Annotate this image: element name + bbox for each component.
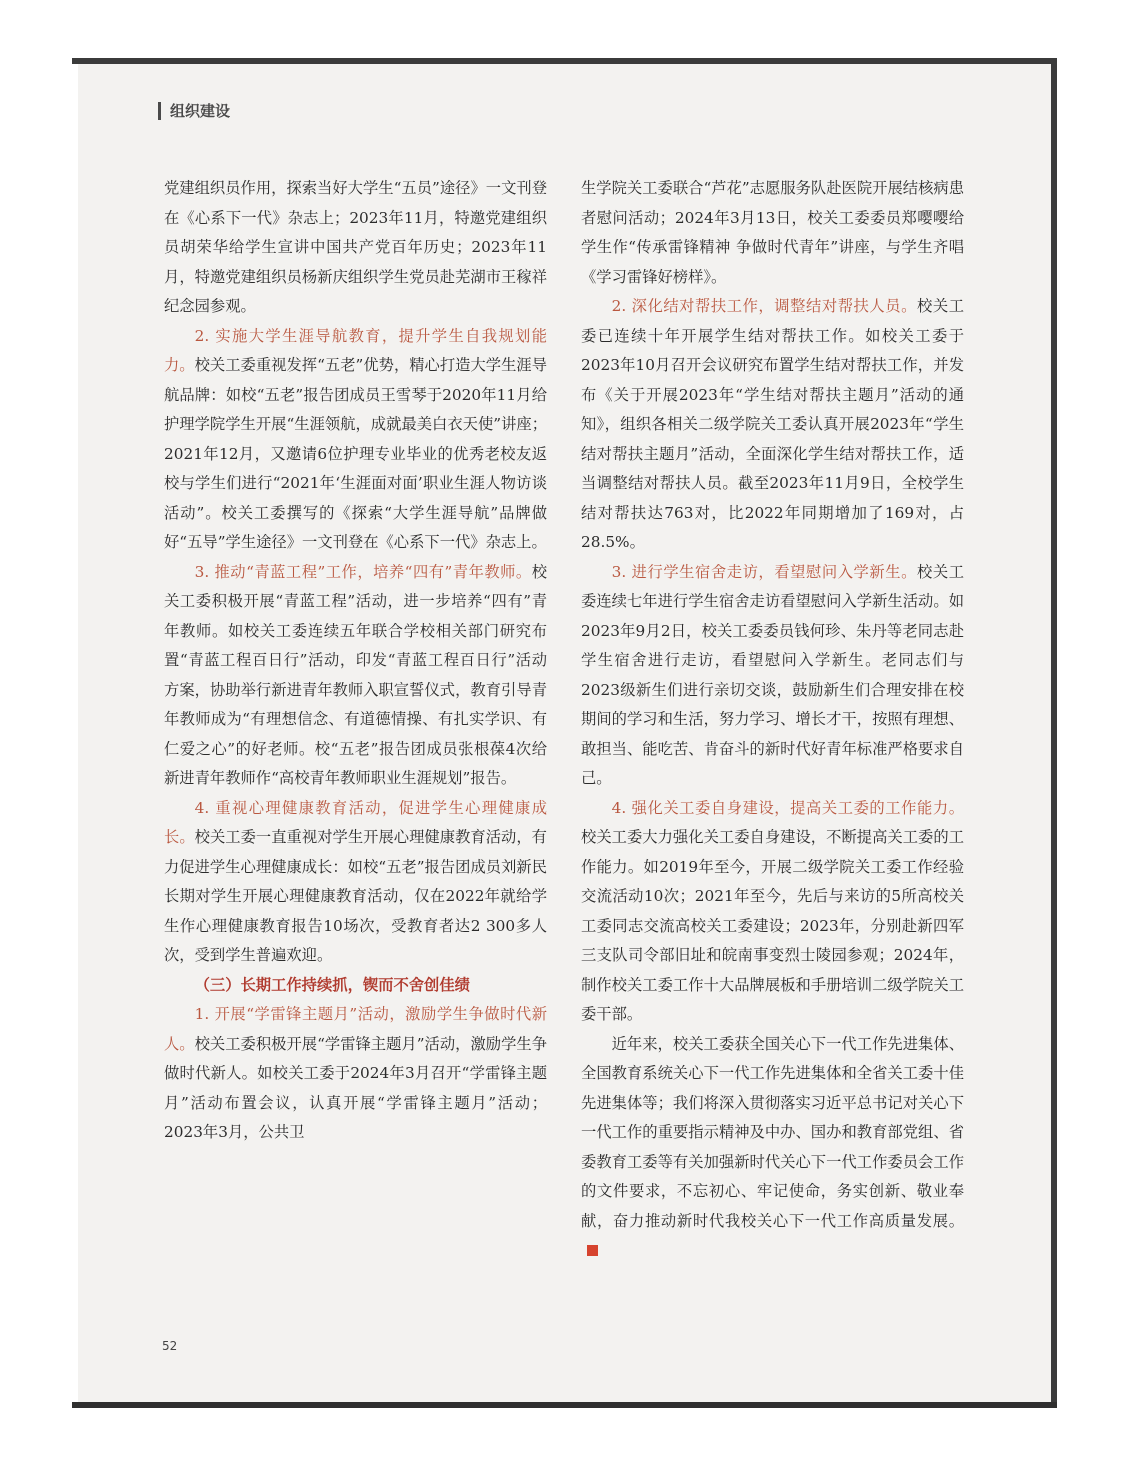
paragraph-body: 校关工委已连续十年开展学生结对帮扶工作。如校关工委于2023年10月召开会议研究布置学生结对帮扶工作，并发布《关于开展2023年“学生结对帮扶主题月”活动的通知》，组织各相关二级学院关工委认真开展2023年“学生结对帮扶主题月”活动，全面深化学生结对帮扶工作，适当调整结对帮扶人员。截至2023年11月9日，全校学生结对帮扶达763对，比2022年同期增加了169对，占28.5%。 — [581, 297, 964, 551]
page-number: 52 — [162, 1339, 178, 1353]
section-bar-icon — [158, 102, 161, 120]
paragraph — [581, 1030, 964, 1266]
right-column — [581, 174, 964, 1266]
paragraph — [164, 322, 547, 558]
paragraph-lead: 2. 实施大学生涯导航教育，提升学生自我规划能力。 — [164, 326, 547, 374]
paragraph: 党建组织员作用，探索当好大学生“五员”途径》一文刊登在《心系下一代》杂志上；2023年11月，特邀党建组织员胡荣华给学生宣讲中国共产党百年历史；2023年11月，特邀党建组织员杨新庆组织学生党员赴芜湖市王稼祥纪念园参观。 — [164, 179, 547, 315]
paragraph-lead: 4. 强化关工委自身建设，提高关工委的工作能力。 — [611, 798, 964, 817]
paragraph-lead: 1. 开展“学雷锋主题月”活动，激励学生争做时代新人。 — [164, 1005, 547, 1053]
paragraph-body: 校关工委一直重视对学生开展心理健康教育活动，有力促进学生心理健康成长：如校“五老”报告团成员刘新民长期对学生开展心理健康教育活动，仅在2022年就给学生作心理健康教育报告10场次，受教育者达2 300多人次，受到学生普遍欢迎。 — [164, 828, 547, 964]
paragraph-lead: 3. 推动“青蓝工程”工作，培养“四有”青年教师。 — [194, 562, 532, 581]
paragraph-body: 校关工委积极开展“学雷锋主题月”活动，激励学生争做时代新人。如校关工委于2024年3月召开“学雷锋主题月”活动布置会议，认真开展“学雷锋主题月”活动；2023年3月，公共卫 — [164, 1034, 547, 1141]
paragraph — [164, 1000, 547, 1148]
magazine-page — [78, 64, 1051, 1402]
section-header — [158, 100, 230, 121]
paragraph — [581, 292, 964, 558]
subsection-heading: （三）长期工作持续抓，锲而不舍创佳绩 — [194, 975, 470, 994]
scan-border-bottom — [72, 1402, 1057, 1408]
paragraph-body: 校关工委连续七年进行学生宿舍走访看望慰问入学新生活动。如2023年9月2日，校关工委委员钱何珍、朱丹等老同志赴学生宿舍进行走访，看望慰问入学新生。老同志们与2023级新生们进行亲切交谈，鼓励新生们合理安排在校期间的学习和生活，努力学习、增长才干，按照有理想、敢担当、能吃苦、肯奋斗的新时代好青年标准严格要求自己。 — [581, 562, 964, 787]
paragraph-lead: 2. 深化结对帮扶工作，调整结对帮扶人员。 — [611, 297, 917, 315]
paragraph-lead: 3. 进行学生宿舍走访，看望慰问入学新生。 — [611, 562, 917, 581]
paragraph-body: 校关工委重视发挥“五老”优势，精心打造大学生涯导航品牌：如校“五老”报告团成员王雪琴于2020年11月给护理学院学生开展“生涯领航，成就最美白衣天使”讲座；2021年12月，又邀请6位护理专业毕业的优秀老校友返校与学生们进行“2021年‘生涯面对面’职业生涯人物访谈活动”。校关工委撰写的《探索“大学生涯导航”品牌做好“五导”学生途径》一文刊登在《心系下一代》杂志上。 — [164, 356, 547, 551]
paragraph-body: 近年来，校关工委获全国关心下一代工作先进集体、全国教育系统关心下一代工作先进集体和全省关工委十佳先进集体等；我们将深入贯彻落实习近平总书记对关心下一代工作的重要指示精神及中办、国办和教育部党组、省委教育工委等有关加强新时代关心下一代工作委员会工作的文件要求，不忘初心、牢记使命，务实创新、敬业奉献，奋力推动新时代我校关心下一代工作高质量发展。 — [581, 1034, 964, 1230]
paragraph: 生学院关工委联合“芦花”志愿服务队赴医院开展结核病患者慰问活动；2024年3月13日，校关工委委员郑嘤嘤给学生作“传承雷锋精神 争做时代青年”讲座，与学生齐唱《学习雷锋好榜样》。 — [581, 179, 964, 286]
section-title: 组织建设 — [170, 102, 231, 120]
paragraph — [581, 794, 964, 1030]
paragraph-body: 校关工委积极开展“青蓝工程”活动，进一步培养“四有”青年教师。如校关工委连续五年联合学校相关部门研究布置“青蓝工程百日行”活动，印发“青蓝工程百日行”活动方案，协助举行新进青年教师入职宣誓仪式，教育引导青年教师成为“有理想信念、有道德情操、有扎实学识、有仁爱之心”的好老师。校“五老”报告团成员张根葆4次给新进青年教师作“高校青年教师职业生涯规划”报告。 — [164, 562, 547, 787]
paragraph-lead: 4. 重视心理健康教育活动，促进学生心理健康成长。 — [164, 798, 547, 846]
paragraph — [164, 558, 547, 794]
left-column — [164, 174, 547, 1148]
end-mark-icon — [587, 1245, 598, 1256]
scan-border-right — [1051, 58, 1057, 1408]
paragraph — [581, 558, 964, 794]
paragraph — [164, 794, 547, 971]
paragraph-body: 校关工委大力强化关工委自身建设，不断提高关工委的工作能力。如2019年至今，开展二级学院关工委工作经验交流活动10次；2021年至今，先后与来访的5所高校关工委同志交流高校关工委建设；2023年，分别赴新四军三支队司令部旧址和皖南事变烈士陵园参观；2024年，制作校关工委工作十大品牌展板和手册培训二级学院关工委干部。 — [581, 828, 964, 1023]
